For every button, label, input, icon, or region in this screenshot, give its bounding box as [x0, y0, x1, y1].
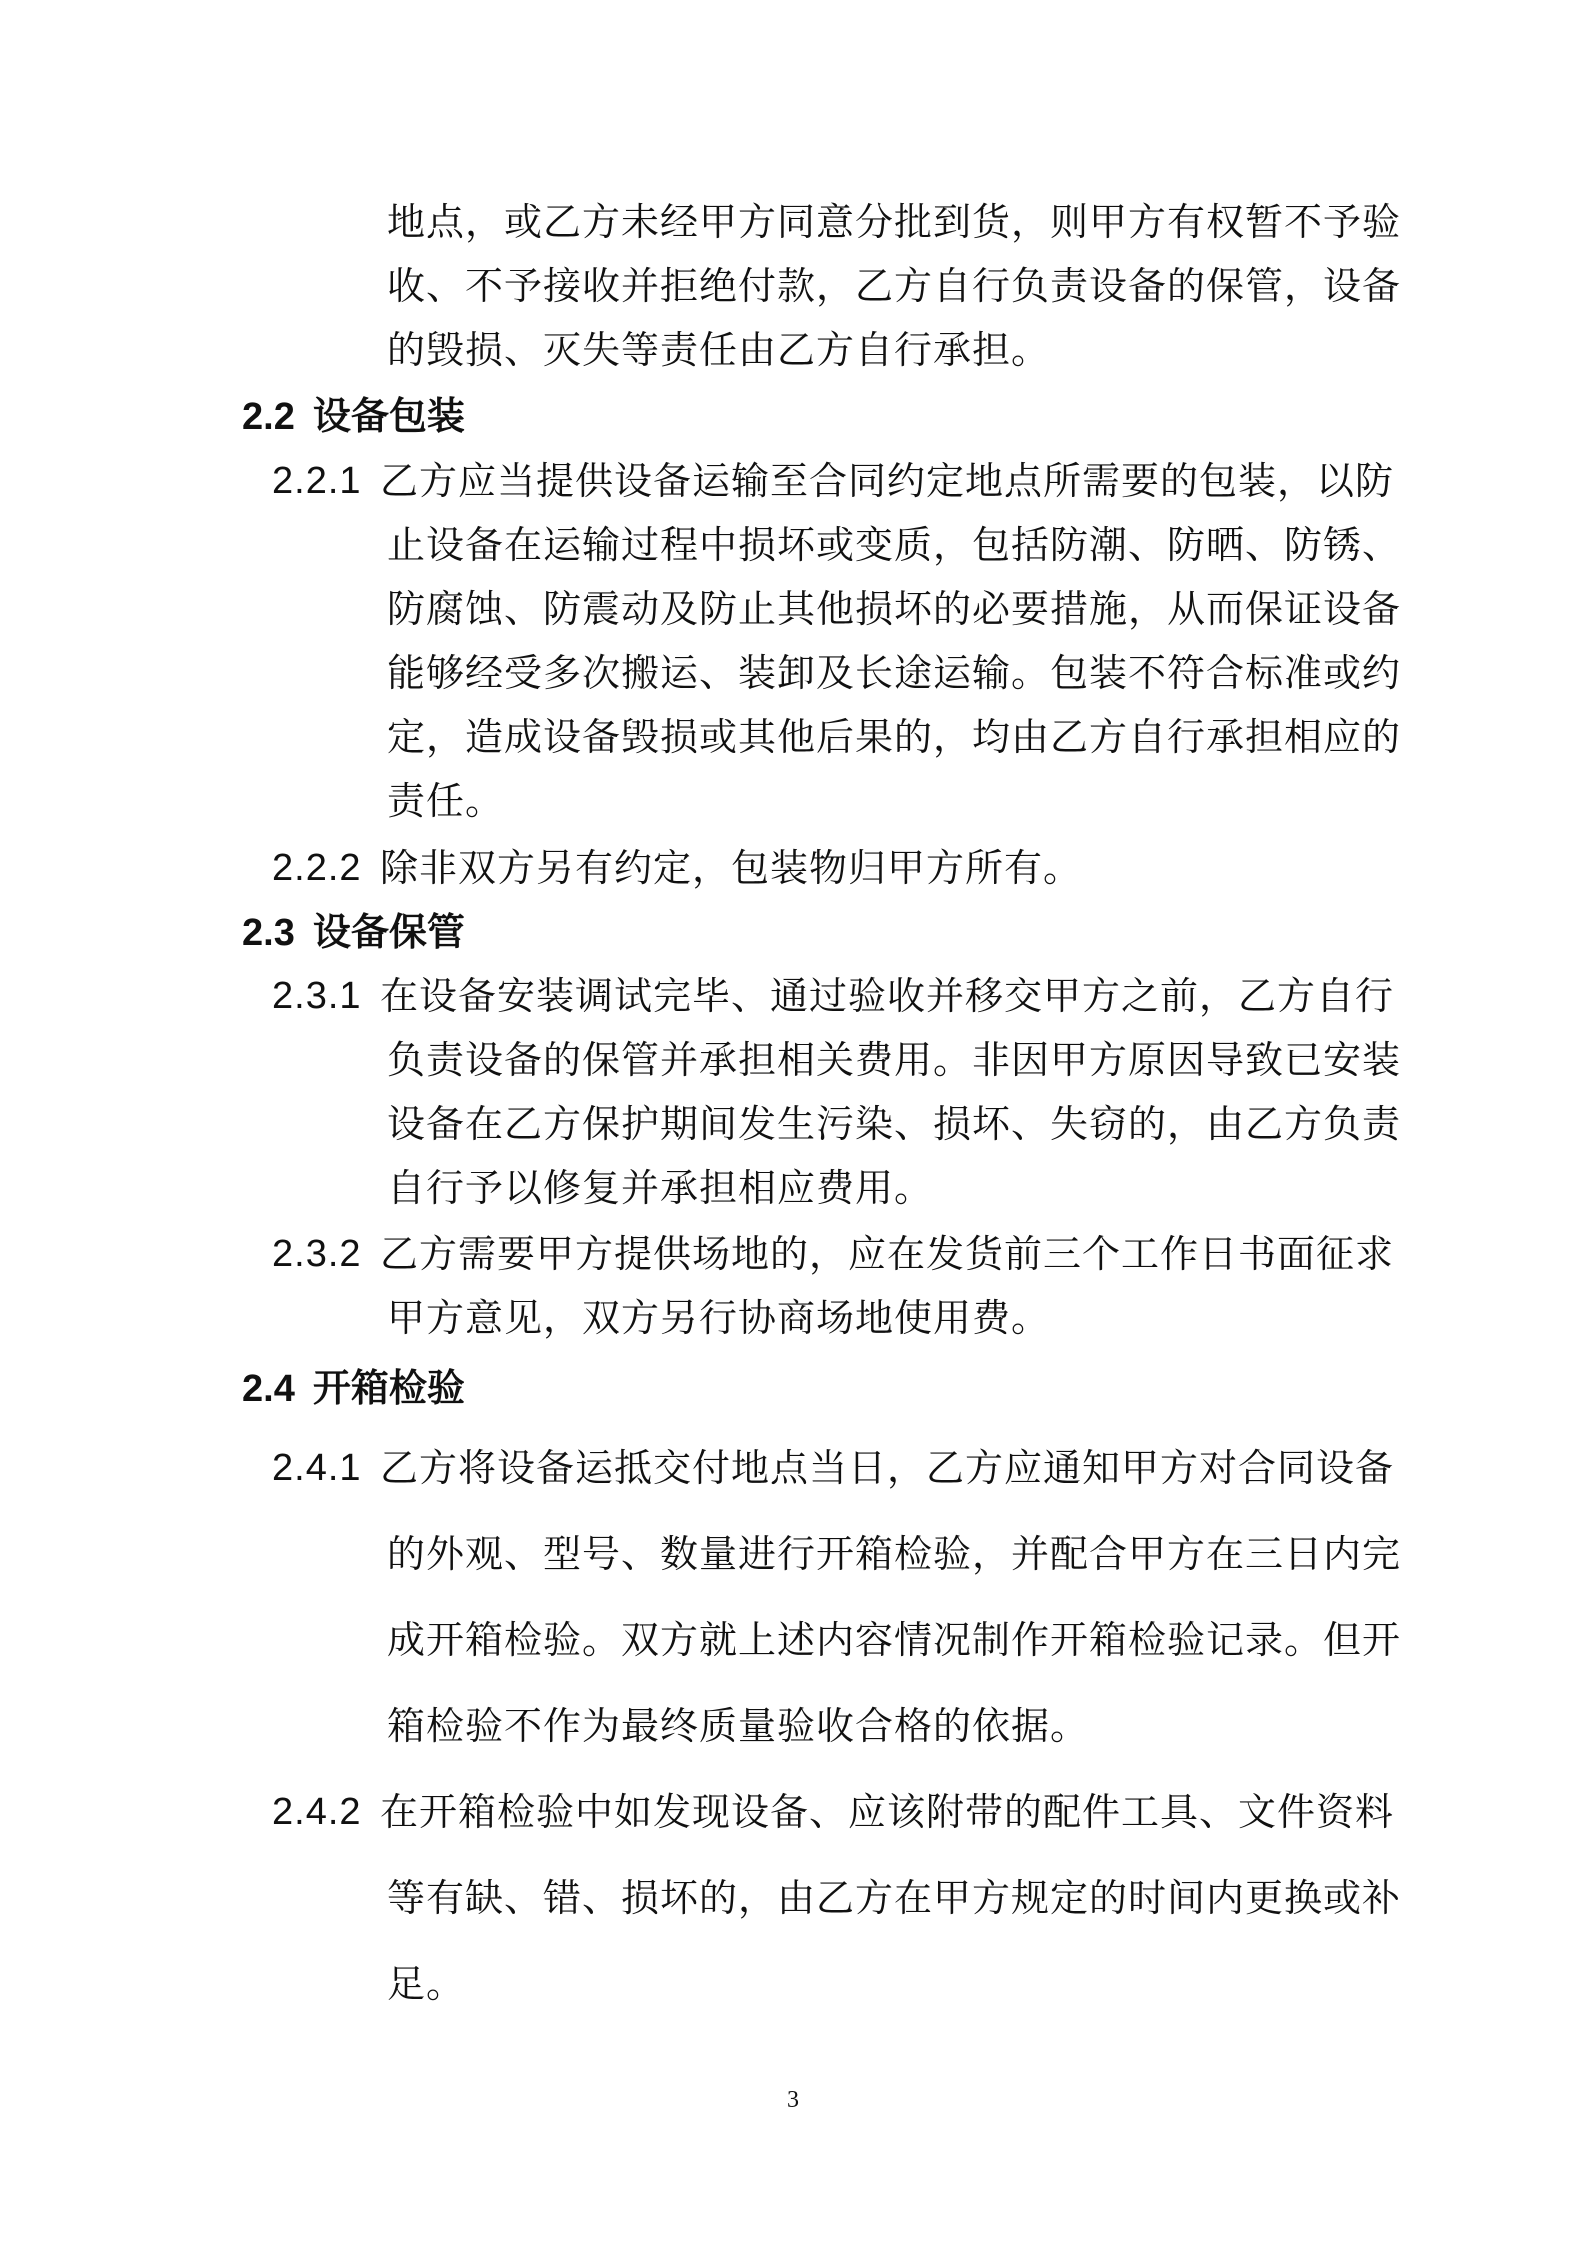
- clause-line: 除非双方另有约定，包装物归甲方所有。: [380, 846, 1083, 890]
- clause-line: 防腐蚀、防震动及防止其他损坏的必要措施，从而保证设备: [387, 587, 1402, 631]
- clause-line: 等有缺、错、损坏的，由乙方在甲方规定的时间内更换或补: [387, 1876, 1402, 1920]
- clause-line: 在设备安装调试完毕、通过验收并移交甲方之前，乙方自行: [380, 974, 1395, 1018]
- clause-line: 足。: [387, 1962, 466, 2006]
- clause-line: 止设备在运输过程中损坏或变质，包括防潮、防晒、防锈、: [387, 523, 1402, 567]
- continuation-line: 的毁损、灭失等责任由乙方自行承担。: [387, 328, 1051, 372]
- clause-line: 自行予以修复并承担相应费用。: [387, 1166, 934, 1210]
- clause-line: 在开箱检验中如发现设备、应该附带的配件工具、文件资料: [380, 1790, 1395, 1834]
- clause-line: 设备在乙方保护期间发生污染、损坏、失窃的，由乙方负责: [387, 1102, 1402, 1146]
- page-number: 3: [787, 2087, 799, 2113]
- continuation-line: 收、不予接收并拒绝付款，乙方自行负责设备的保管，设备: [387, 264, 1402, 308]
- section-heading: [242, 906, 465, 959]
- clause-number: 2.4.1: [272, 1447, 362, 1489]
- clause-number: 2.4.2: [272, 1791, 362, 1833]
- clause-line: 责任。: [387, 779, 505, 823]
- section-number: 2.3: [242, 912, 295, 954]
- section-number: 2.4: [242, 1368, 295, 1410]
- clause-number: 2.2.2: [272, 847, 362, 889]
- section-number: 2.2: [242, 396, 295, 438]
- clause-number: 2.3.2: [272, 1233, 362, 1275]
- clause-line: 的外观、型号、数量进行开箱检验，并配合甲方在三日内完: [387, 1532, 1402, 1576]
- clause-line: 成开箱检验。双方就上述内容情况制作开箱检验记录。但开: [387, 1618, 1402, 1662]
- clause-line: 箱检验不作为最终质量验收合格的依据。: [387, 1704, 1090, 1748]
- clause-line: 甲方意见，双方另行协商场地使用费。: [387, 1296, 1051, 1340]
- section-title: 设备包装: [312, 394, 465, 438]
- clause-line: 乙方将设备运抵交付地点当日，乙方应通知甲方对合同设备: [380, 1446, 1395, 1490]
- continuation-line: 地点，或乙方未经甲方同意分批到货，则甲方有权暂不予验: [387, 200, 1402, 244]
- section-heading: [242, 1362, 465, 1415]
- clause-line: 定，造成设备毁损或其他后果的，均由乙方自行承担相应的: [387, 715, 1402, 759]
- clause-number: 2.3.1: [272, 975, 362, 1017]
- clause-number: 2.2.1: [272, 460, 362, 502]
- clause-line: 乙方需要甲方提供场地的，应在发货前三个工作日书面征求: [380, 1232, 1395, 1276]
- section-title: 开箱检验: [312, 1366, 465, 1410]
- clause-line: 乙方应当提供设备运输至合同约定地点所需要的包装，以防: [380, 459, 1395, 503]
- clause-line: 负责设备的保管并承担相关费用。非因甲方原因导致已安装: [387, 1038, 1402, 1082]
- section-title: 设备保管: [312, 910, 465, 954]
- section-heading: [242, 390, 465, 443]
- clause-line: 能够经受多次搬运、装卸及长途运输。包装不符合标准或约: [387, 651, 1402, 695]
